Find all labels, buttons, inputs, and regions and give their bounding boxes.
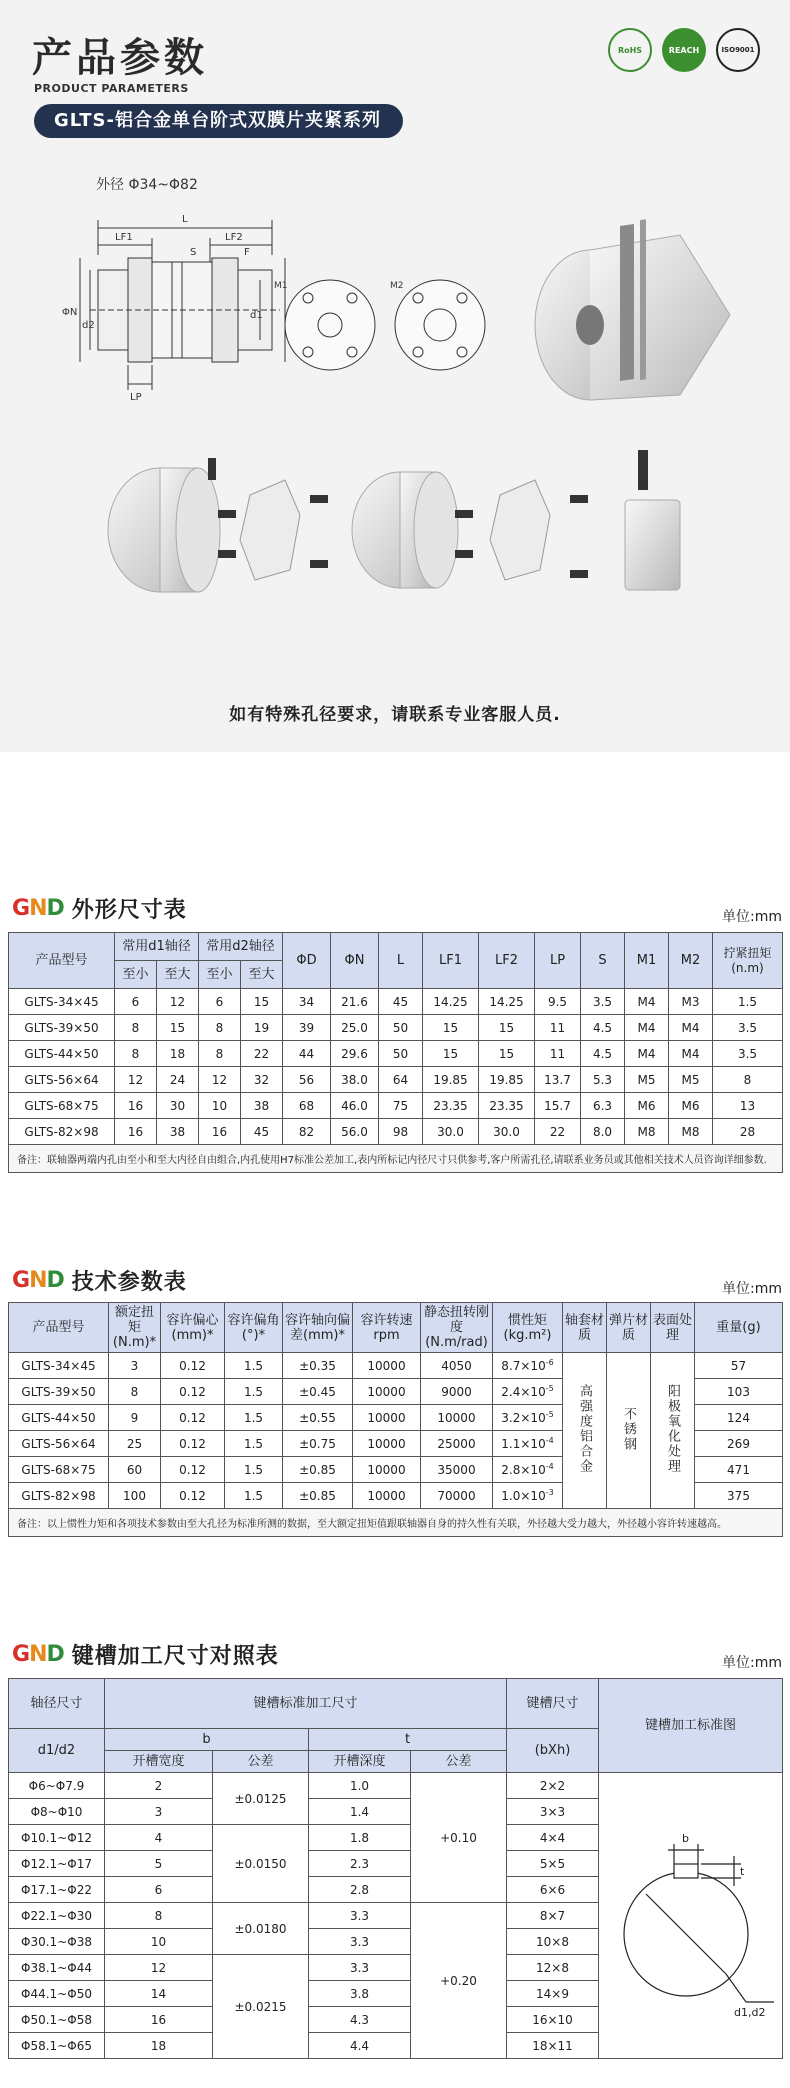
dimension-table bbox=[8, 932, 783, 1173]
dim-label-L: L bbox=[182, 214, 188, 225]
table-row: GLTS-44×50 9 0.12 1.5 ±0.55 10000 10000 $3.2\times 10^{-5}$ 124 bbox=[9, 1405, 783, 1431]
tech-note-row bbox=[9, 1509, 783, 1537]
header-M1: M1 bbox=[625, 933, 669, 989]
table-row: GLTS-44×50 8 18 8 22 44 29.6 50 15 15 11 4.5 M4 M4 3.5 bbox=[9, 1041, 783, 1067]
header-surface: 表面处理 bbox=[651, 1303, 695, 1353]
table-row: Φ8~Φ10 3 1.4 3×3 bbox=[9, 1799, 783, 1825]
table-row: Φ44.1~Φ50 14 3.8 14×9 bbox=[9, 1981, 783, 2007]
dim-label-F: F bbox=[244, 247, 250, 258]
header-width: 开槽宽度 bbox=[105, 1751, 213, 1773]
disc-material-cell: 不锈钢 bbox=[607, 1353, 651, 1509]
exploded-view-image bbox=[100, 450, 700, 630]
dim-label-S: S bbox=[190, 247, 197, 258]
reach-icon: REACH bbox=[662, 28, 706, 72]
diagram-label-d: d1,d2 bbox=[733, 2006, 765, 2019]
table-row: GLTS-39×50 8 15 8 19 39 25.0 50 15 15 11 4.5 M4 M4 3.5 bbox=[9, 1015, 783, 1041]
header-d2-max: 至大 bbox=[241, 961, 283, 989]
header-LF1: LF1 bbox=[423, 933, 479, 989]
series-badge: GLTS-铝合金单台阶式双膜片夹紧系列 bbox=[34, 104, 403, 138]
surface-cell: 阳极氧化处理 bbox=[651, 1353, 695, 1509]
dim-label-M1: M1 bbox=[274, 281, 288, 291]
table-row: Φ50.1~Φ58 16 4.3 16×10 bbox=[9, 2007, 783, 2033]
tech-table-title: 技术参数表 bbox=[71, 1269, 187, 1295]
header-inertia: 惯性矩(kg.m²) bbox=[493, 1303, 563, 1353]
keyway-diagram bbox=[606, 1784, 776, 2044]
table-row: Φ10.1~Φ12 4 ±0.0150 1.8 4×4 bbox=[9, 1825, 783, 1851]
dimension-note: 备注：联轴器两端内孔由至小和至大内径自由组合,内孔使用H7标准公差加工,表内所标记内径尺寸只供参考,客户所需孔径,请联系业务员或其他相关技术人员咨询详细参数. bbox=[9, 1145, 783, 1173]
header-depth: 开槽深度 bbox=[309, 1751, 411, 1773]
tech-section-header bbox=[12, 1262, 187, 1298]
certification-logos bbox=[608, 28, 760, 72]
tech-note: 备注：以上惯性力矩和各项技术参数由至大孔径为标准所测的数据，至大额定扭矩值跟联轴器自身的持久性有关联，外径越大受力越大，外径越小容许转速越高。 bbox=[9, 1509, 783, 1537]
dim-label-LP: LP bbox=[130, 392, 142, 403]
header-model: 产品型号 bbox=[9, 933, 115, 989]
dimension-note-row bbox=[9, 1145, 783, 1173]
header-L: L bbox=[379, 933, 423, 989]
table-row: GLTS-56×64 12 24 12 32 56 38.0 64 19.85 19.85 13.7 5.3 M5 M5 8 bbox=[9, 1067, 783, 1093]
page-subtitle: PRODUCT PARAMETERS bbox=[34, 82, 189, 95]
table-row: Φ58.1~Φ65 18 4.4 18×11 bbox=[9, 2033, 783, 2059]
table-row: GLTS-68×75 16 30 10 38 68 46.0 75 23.35 23.35 15.7 6.3 M6 M6 13 bbox=[9, 1093, 783, 1119]
dimension-section-header bbox=[12, 890, 187, 926]
keyway-diagram-cell bbox=[599, 1773, 783, 2059]
header-d2: 常用d2轴径 bbox=[199, 933, 283, 961]
header-torque: 拧紧扭矩(n.m) bbox=[713, 933, 783, 989]
dim-label-M2: M2 bbox=[390, 281, 404, 291]
gnd-logo: GND bbox=[12, 1641, 64, 1667]
rohs-icon: RoHS bbox=[608, 28, 652, 72]
outer-diameter-range: 外径 Φ34~Φ82 bbox=[96, 177, 198, 193]
dim-label-N: ΦN bbox=[62, 307, 78, 318]
iso9001-icon: ISO 9001 bbox=[716, 28, 760, 72]
header-hub-material: 轴套材质 bbox=[563, 1303, 607, 1353]
table-row: Φ22.1~Φ30 8 ±0.0180 3.3 +0.20 8×7 bbox=[9, 1903, 783, 1929]
header-radial: 容许偏心(mm)* bbox=[161, 1303, 225, 1353]
dimension-rows bbox=[9, 989, 783, 1173]
table-row: GLTS-39×50 8 0.12 1.5 ±0.45 10000 9000 $2.4\times 10^{-5}$ 103 bbox=[9, 1379, 783, 1405]
header-weight: 重量(g) bbox=[695, 1303, 783, 1353]
special-bore-note: 如有特殊孔径要求，请联系专业客服人员. bbox=[229, 705, 561, 725]
keyway-table-title: 键槽加工尺寸对照表 bbox=[71, 1643, 279, 1669]
tech-table bbox=[8, 1302, 783, 1537]
table-row: Φ12.1~Φ17 5 2.3 5×5 bbox=[9, 1851, 783, 1877]
header-stiffness: 静态扭转刚度(N.m/rad) bbox=[421, 1303, 493, 1353]
dim-label-d1: d1 bbox=[250, 310, 263, 321]
dimension-unit: 单位:mm bbox=[722, 909, 782, 925]
header-D: ΦD bbox=[283, 933, 331, 989]
dim-label-d2: d2 bbox=[82, 320, 95, 331]
table-row: GLTS-68×75 60 0.12 1.5 ±0.85 10000 35000 $2.8\times 10^{-4}$ 471 bbox=[9, 1457, 783, 1483]
table-row: GLTS-34×45 6 12 6 15 34 21.6 45 14.25 14.25 9.5 3.5 M4 M3 1.5 bbox=[9, 989, 783, 1015]
end-view-drawings bbox=[270, 270, 500, 380]
keyway-unit: 单位:mm bbox=[722, 1655, 782, 1671]
header-S: S bbox=[581, 933, 625, 989]
table-row: GLTS-56×64 25 0.12 1.5 ±0.75 10000 25000 $1.1\times 10^{-4}$ 269 bbox=[9, 1431, 783, 1457]
header-d2-min: 至小 bbox=[199, 961, 241, 989]
table-row: Φ38.1~Φ44 12 ±0.0215 3.3 12×8 bbox=[9, 1955, 783, 1981]
header-N: ΦN bbox=[331, 933, 379, 989]
tech-unit: 单位:mm bbox=[722, 1281, 782, 1297]
header-std: 键槽标准加工尺寸 bbox=[105, 1679, 507, 1729]
side-view-drawing bbox=[60, 200, 300, 410]
header-t: t bbox=[309, 1729, 507, 1751]
dimension-table-title: 外形尺寸表 bbox=[71, 897, 187, 923]
coupling-product-image bbox=[520, 215, 745, 415]
keyway-table bbox=[8, 1678, 783, 2059]
header-model: 产品型号 bbox=[9, 1303, 109, 1353]
header-key: 键槽尺寸 bbox=[507, 1679, 599, 1729]
dim-label-LF1: LF1 bbox=[115, 232, 133, 243]
hero-section bbox=[0, 0, 790, 752]
header-b: b bbox=[105, 1729, 309, 1751]
header-d1: 常用d1轴径 bbox=[115, 933, 199, 961]
header-d1d2: d1/d2 bbox=[9, 1729, 105, 1773]
header-b-tol: 公差 bbox=[213, 1751, 309, 1773]
gnd-logo: GND bbox=[12, 1267, 64, 1293]
header-d1-max: 至大 bbox=[157, 961, 199, 989]
header-diagram: 键槽加工标准图 bbox=[599, 1679, 783, 1773]
diagram-label-b: b bbox=[681, 1832, 689, 1845]
header-rated-torque: 额定扭矩(N.m)* bbox=[109, 1303, 161, 1353]
header-M2: M2 bbox=[669, 933, 713, 989]
table-row: GLTS-34×45 3 0.12 1.5 ±0.35 10000 4050 $8.7\times 10^{-6}$ 高强度铝合金 不锈钢 阳极氧化处理 57 bbox=[9, 1353, 783, 1379]
header-disc-material: 弹片材质 bbox=[607, 1303, 651, 1353]
diagram-label-t: t bbox=[739, 1865, 744, 1878]
table-row: Φ17.1~Φ22 6 2.8 6×6 bbox=[9, 1877, 783, 1903]
page-title: 产品参数 bbox=[32, 35, 208, 81]
header-speed: 容许转速rpm bbox=[353, 1303, 421, 1353]
table-row: GLTS-82×98 16 38 16 45 82 56.0 98 30.0 30.0 22 8.0 M8 M8 28 bbox=[9, 1119, 783, 1145]
table-row: Φ30.1~Φ38 10 3.3 10×8 bbox=[9, 1929, 783, 1955]
header-t-tol: 公差 bbox=[411, 1751, 507, 1773]
header-bxh: (bXh) bbox=[507, 1729, 599, 1773]
keyway-section-header bbox=[12, 1636, 279, 1672]
gnd-logo: GND bbox=[12, 895, 64, 921]
hub-material-cell: 高强度铝合金 bbox=[563, 1353, 607, 1509]
header-axial: 容许轴向偏差(mm)* bbox=[283, 1303, 353, 1353]
header-shaft: 轴径尺寸 bbox=[9, 1679, 105, 1729]
table-row: Φ6~Φ7.9 2 ±0.0125 1.0 +0.10 2×2 b t d1,d2 bbox=[9, 1773, 783, 1799]
header-d1-min: 至小 bbox=[115, 961, 157, 989]
dim-label-LF2: LF2 bbox=[225, 232, 243, 243]
header-angular: 容许偏角(°)* bbox=[225, 1303, 283, 1353]
header-LP: LP bbox=[535, 933, 581, 989]
header-LF2: LF2 bbox=[479, 933, 535, 989]
table-row: GLTS-82×98 100 0.12 1.5 ±0.85 10000 70000 $1.0\times 10^{-3}$ 375 bbox=[9, 1483, 783, 1509]
